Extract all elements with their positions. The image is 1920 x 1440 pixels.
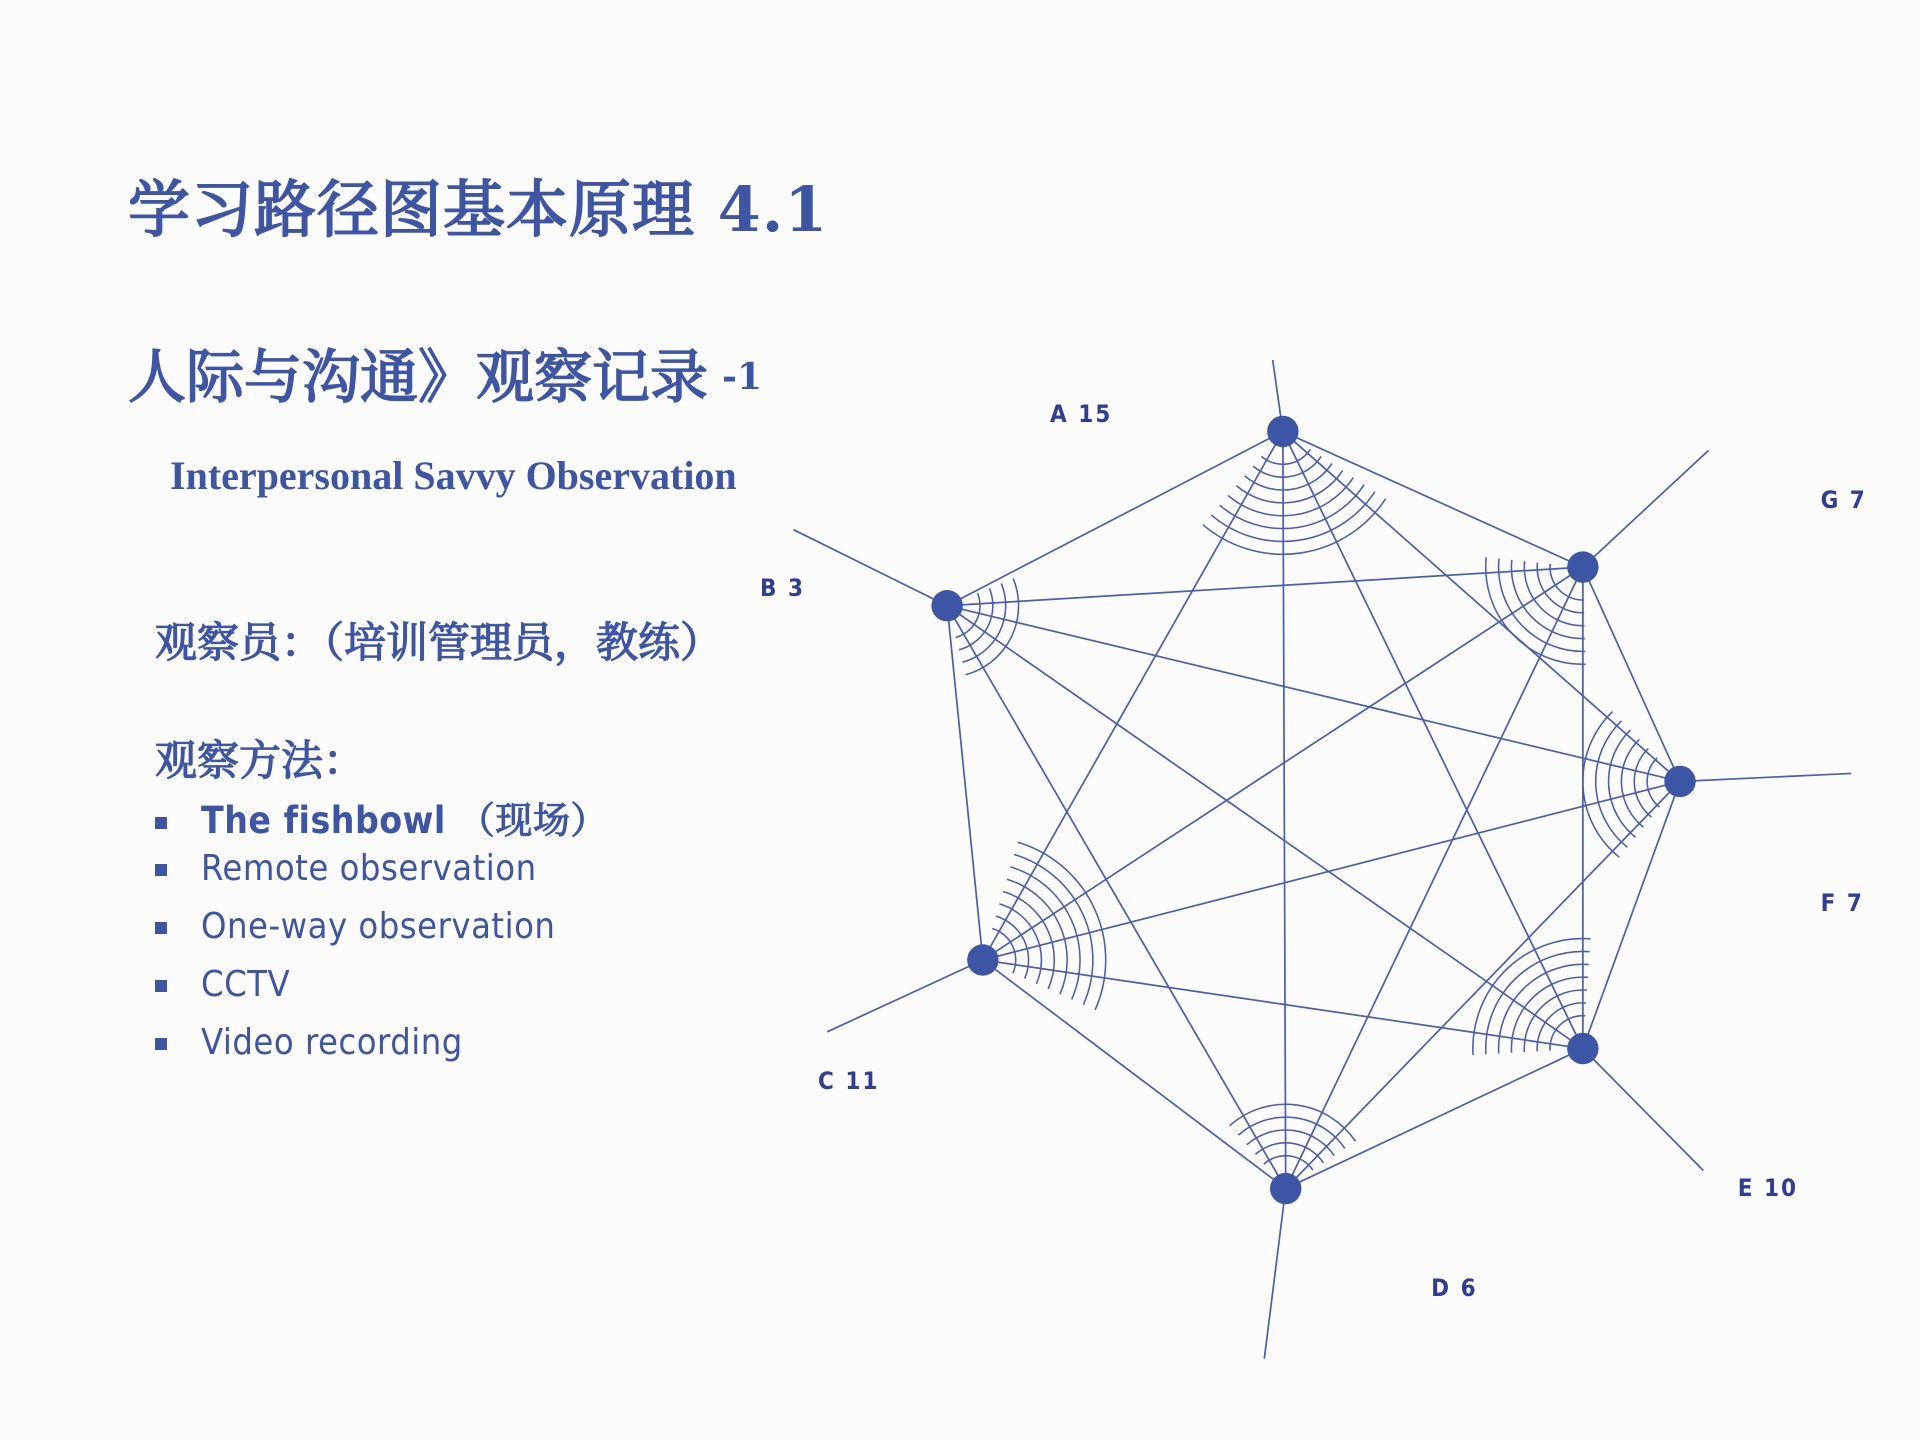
graph-edge: [947, 606, 1286, 1189]
graph-edge: [1286, 1049, 1583, 1189]
graph-node-ripple: [1621, 739, 1643, 827]
graph-node-label-f: F 7: [1820, 888, 1864, 917]
graph-edge: [983, 431, 1283, 960]
page-title: 学习路径图基本原理 4.1: [128, 173, 829, 246]
list-item-label: CCTV: [201, 964, 291, 1005]
graph-node-ripple: [1203, 499, 1386, 555]
graph-edges: [947, 431, 1680, 1188]
graph-node-ripple: [1634, 749, 1651, 818]
list-item: [155, 906, 715, 964]
graph-node-label-c: C 11: [818, 1067, 880, 1096]
page-subtitle-text: 人际与沟通》观察记录: [128, 343, 709, 411]
graph-node-g[interactable]: [1567, 551, 1598, 582]
graph-node-c[interactable]: [967, 944, 998, 975]
graph-node-b[interactable]: [931, 590, 962, 621]
graph-edge: [1286, 567, 1583, 1188]
list-item: [155, 1022, 715, 1080]
bullet-square-icon: [155, 978, 201, 1000]
graph-ripples: [793, 360, 1851, 1359]
network-graph-svg: [760, 360, 1920, 1360]
graph-nodes: [931, 416, 1695, 1205]
list-item: [155, 790, 715, 848]
list-item-label: One-way observation: [201, 906, 556, 947]
graph-edge: [983, 781, 1680, 960]
graph-node-ripple: [1014, 855, 1093, 1005]
observer-line: 观察员：（培训管理员，教练）: [155, 618, 723, 667]
graph-node-ripple: [1583, 712, 1620, 858]
graph-node-label-b: B 3: [760, 574, 805, 603]
bullet-square-icon: [155, 862, 201, 884]
page-subtitle-english: Interpersonal Savvy Observation: [170, 453, 737, 498]
graph-node-label-e: E 10: [1737, 1174, 1799, 1203]
list-item-label: Remote observation: [201, 848, 537, 889]
graph-node-f[interactable]: [1664, 766, 1695, 797]
graph-edge: [1283, 431, 1680, 781]
graph-edge: [1283, 431, 1286, 1188]
graph-edge: [1283, 431, 1583, 567]
graph-edge: [1583, 781, 1680, 1048]
graph-node-ripple: [1003, 892, 1054, 989]
method-label: 观察方法：: [155, 736, 366, 785]
bullet-square-icon: [155, 920, 201, 942]
list-item: [155, 964, 715, 1022]
graph-node-a[interactable]: [1267, 416, 1298, 447]
graph-node-label-d: D 6: [1431, 1274, 1478, 1303]
list-item-label: The fishbowl （现场）: [201, 799, 608, 842]
bullet-square-icon: [155, 815, 201, 837]
graph-edge: [947, 606, 1680, 782]
graph-node-ripple: [1647, 758, 1659, 807]
graph-node-label-a: A 15: [1050, 400, 1113, 428]
graph-node-label-g: G 7: [1820, 485, 1867, 514]
graph-node-ripple: [1000, 904, 1042, 984]
graph-edge: [983, 960, 1583, 1049]
network-diagram: [760, 360, 1920, 1360]
page-subtitle: [128, 330, 762, 414]
list-item: [155, 848, 715, 906]
graph-edge: [1283, 431, 1583, 1048]
graph-node-e[interactable]: [1567, 1033, 1598, 1064]
list-item-label: Video recording: [201, 1022, 463, 1063]
bullet-square-icon: [155, 1036, 201, 1058]
graph-edge: [947, 606, 1583, 1049]
method-bullet-list: [155, 790, 715, 1080]
page-subtitle-suffix: -1: [722, 356, 763, 398]
graph-edge: [983, 960, 1286, 1189]
graph-node-d[interactable]: [1270, 1173, 1301, 1204]
